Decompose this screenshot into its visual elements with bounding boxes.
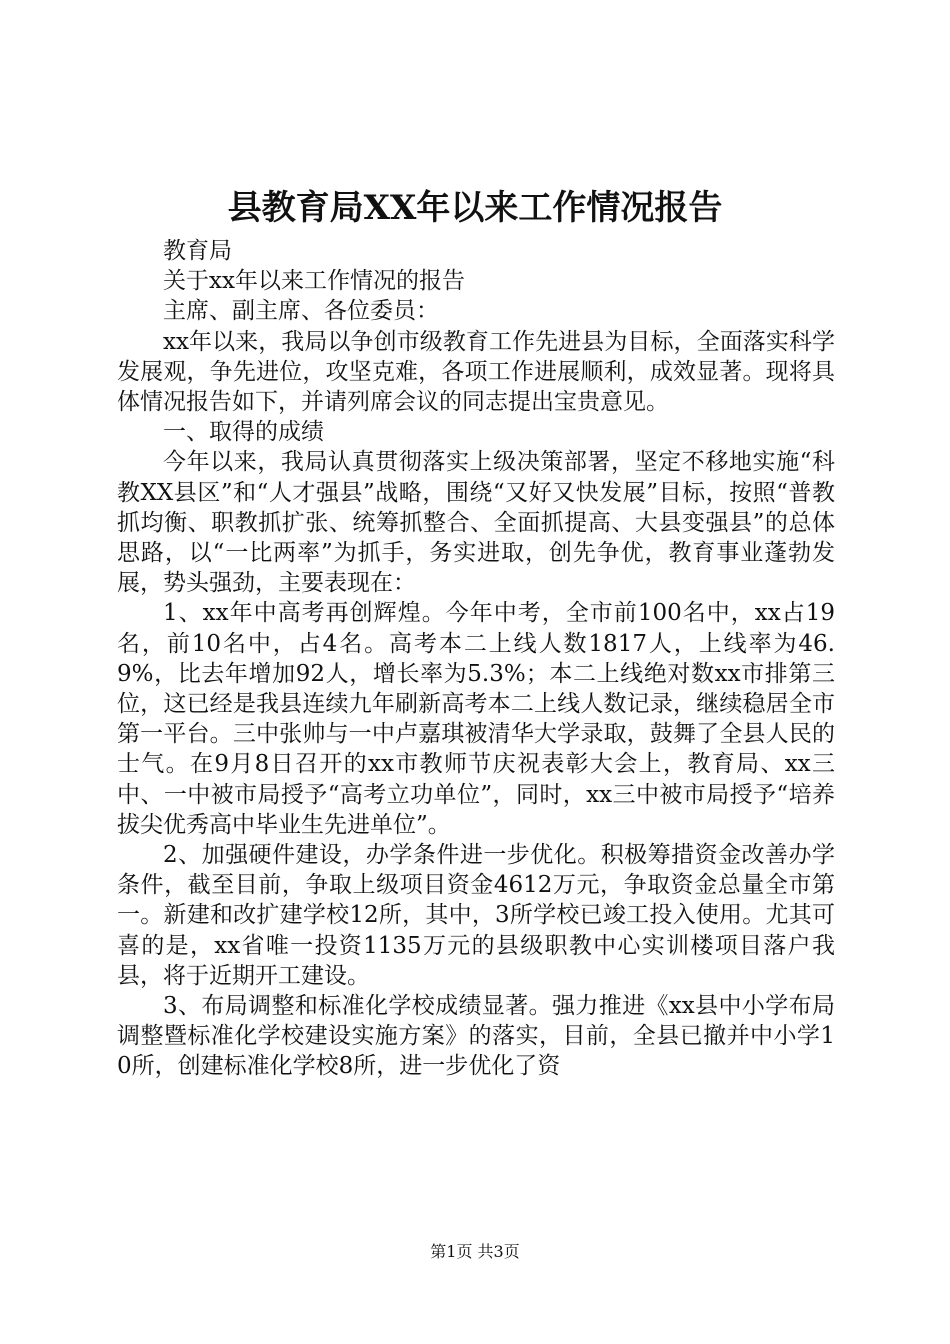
page-number-footer: 第1页 共3页 [430, 1242, 520, 1261]
paragraph-overview: 今年以来，我局认真贯彻落实上级决策部署，坚定不移地实施“科教XX县区”和“人才强县”战略，围绕“又好又快发展”目标，按照“普教抓均衡、职教抓扩张、统筹抓整合、全面抓提高、大县变强县”的总体思路，以“一比两率”为抓手，务实进取，创先争优，教育事业蓬勃发展，势头强劲，主要表现在： [117, 449, 835, 597]
paragraph-salutation: 主席、副主席、各位委员： [163, 298, 439, 325]
document-title: 县教育局XX年以来工作情况报告 [227, 188, 723, 228]
paragraph-department: 教育局 [163, 238, 232, 264]
paragraph-item-3: 3、布局调整和标准化学校成绩显著。强力推进《xx县中小学布局调整暨标准化学校建设实施方案》的落实，目前，全县已撤并中小学10所，创建标准化学校8所，进一步优化了资 [117, 993, 835, 1080]
paragraph-report-subtitle: 关于xx年以来工作情况的报告 [163, 268, 465, 295]
paragraph-introduction: xx年以来，我局以争创市级教育工作先进县为目标，全面落实科学发展观，争先进位，攻坚克难，各项工作进展顺利，成效显著。现将具体情况报告如下，并请列席会议的同志提出宝贵意见。 [117, 328, 835, 416]
paragraph-item-2: 2、加强硬件建设，办学条件进一步优化。积极筹措资金改善办学条件，截至目前，争取上级项目资金4612万元，争取资金总量全市第一。新建和改扩建学校12所，其中，3所学校已竣工投入使用。尤其可喜的是，xx省唯一投资1135万元的县级职教中心实训楼项目落户我县，将于近期开工建设。 [117, 842, 835, 989]
document-body [117, 236, 835, 1082]
paragraph-item-1: 1、xx年中高考再创辉煌。今年中考，全市前100名中，xx占19名，前10名中，占4名。高考本二上线人数1817人，上线率为46.9%，比去年增加92人，增长率为5.3%；本二上线绝对数xx市排第三位，这已经是我县连续九年刷新高考本二上线人数记录，继续稳居全市第一平台。三中张帅与一中卢嘉琪被清华大学录取，鼓舞了全县人民的士气。在9月8日召开的xx市教师节庆祝表彰大会上，教育局、xx三中、一中被市局授予“高考立功单位”，同时，xx三中被市局授予“培养拔尖优秀高中毕业生先进单位”。 [117, 600, 835, 838]
section-heading-achievements: 一、取得的成绩 [163, 419, 324, 446]
